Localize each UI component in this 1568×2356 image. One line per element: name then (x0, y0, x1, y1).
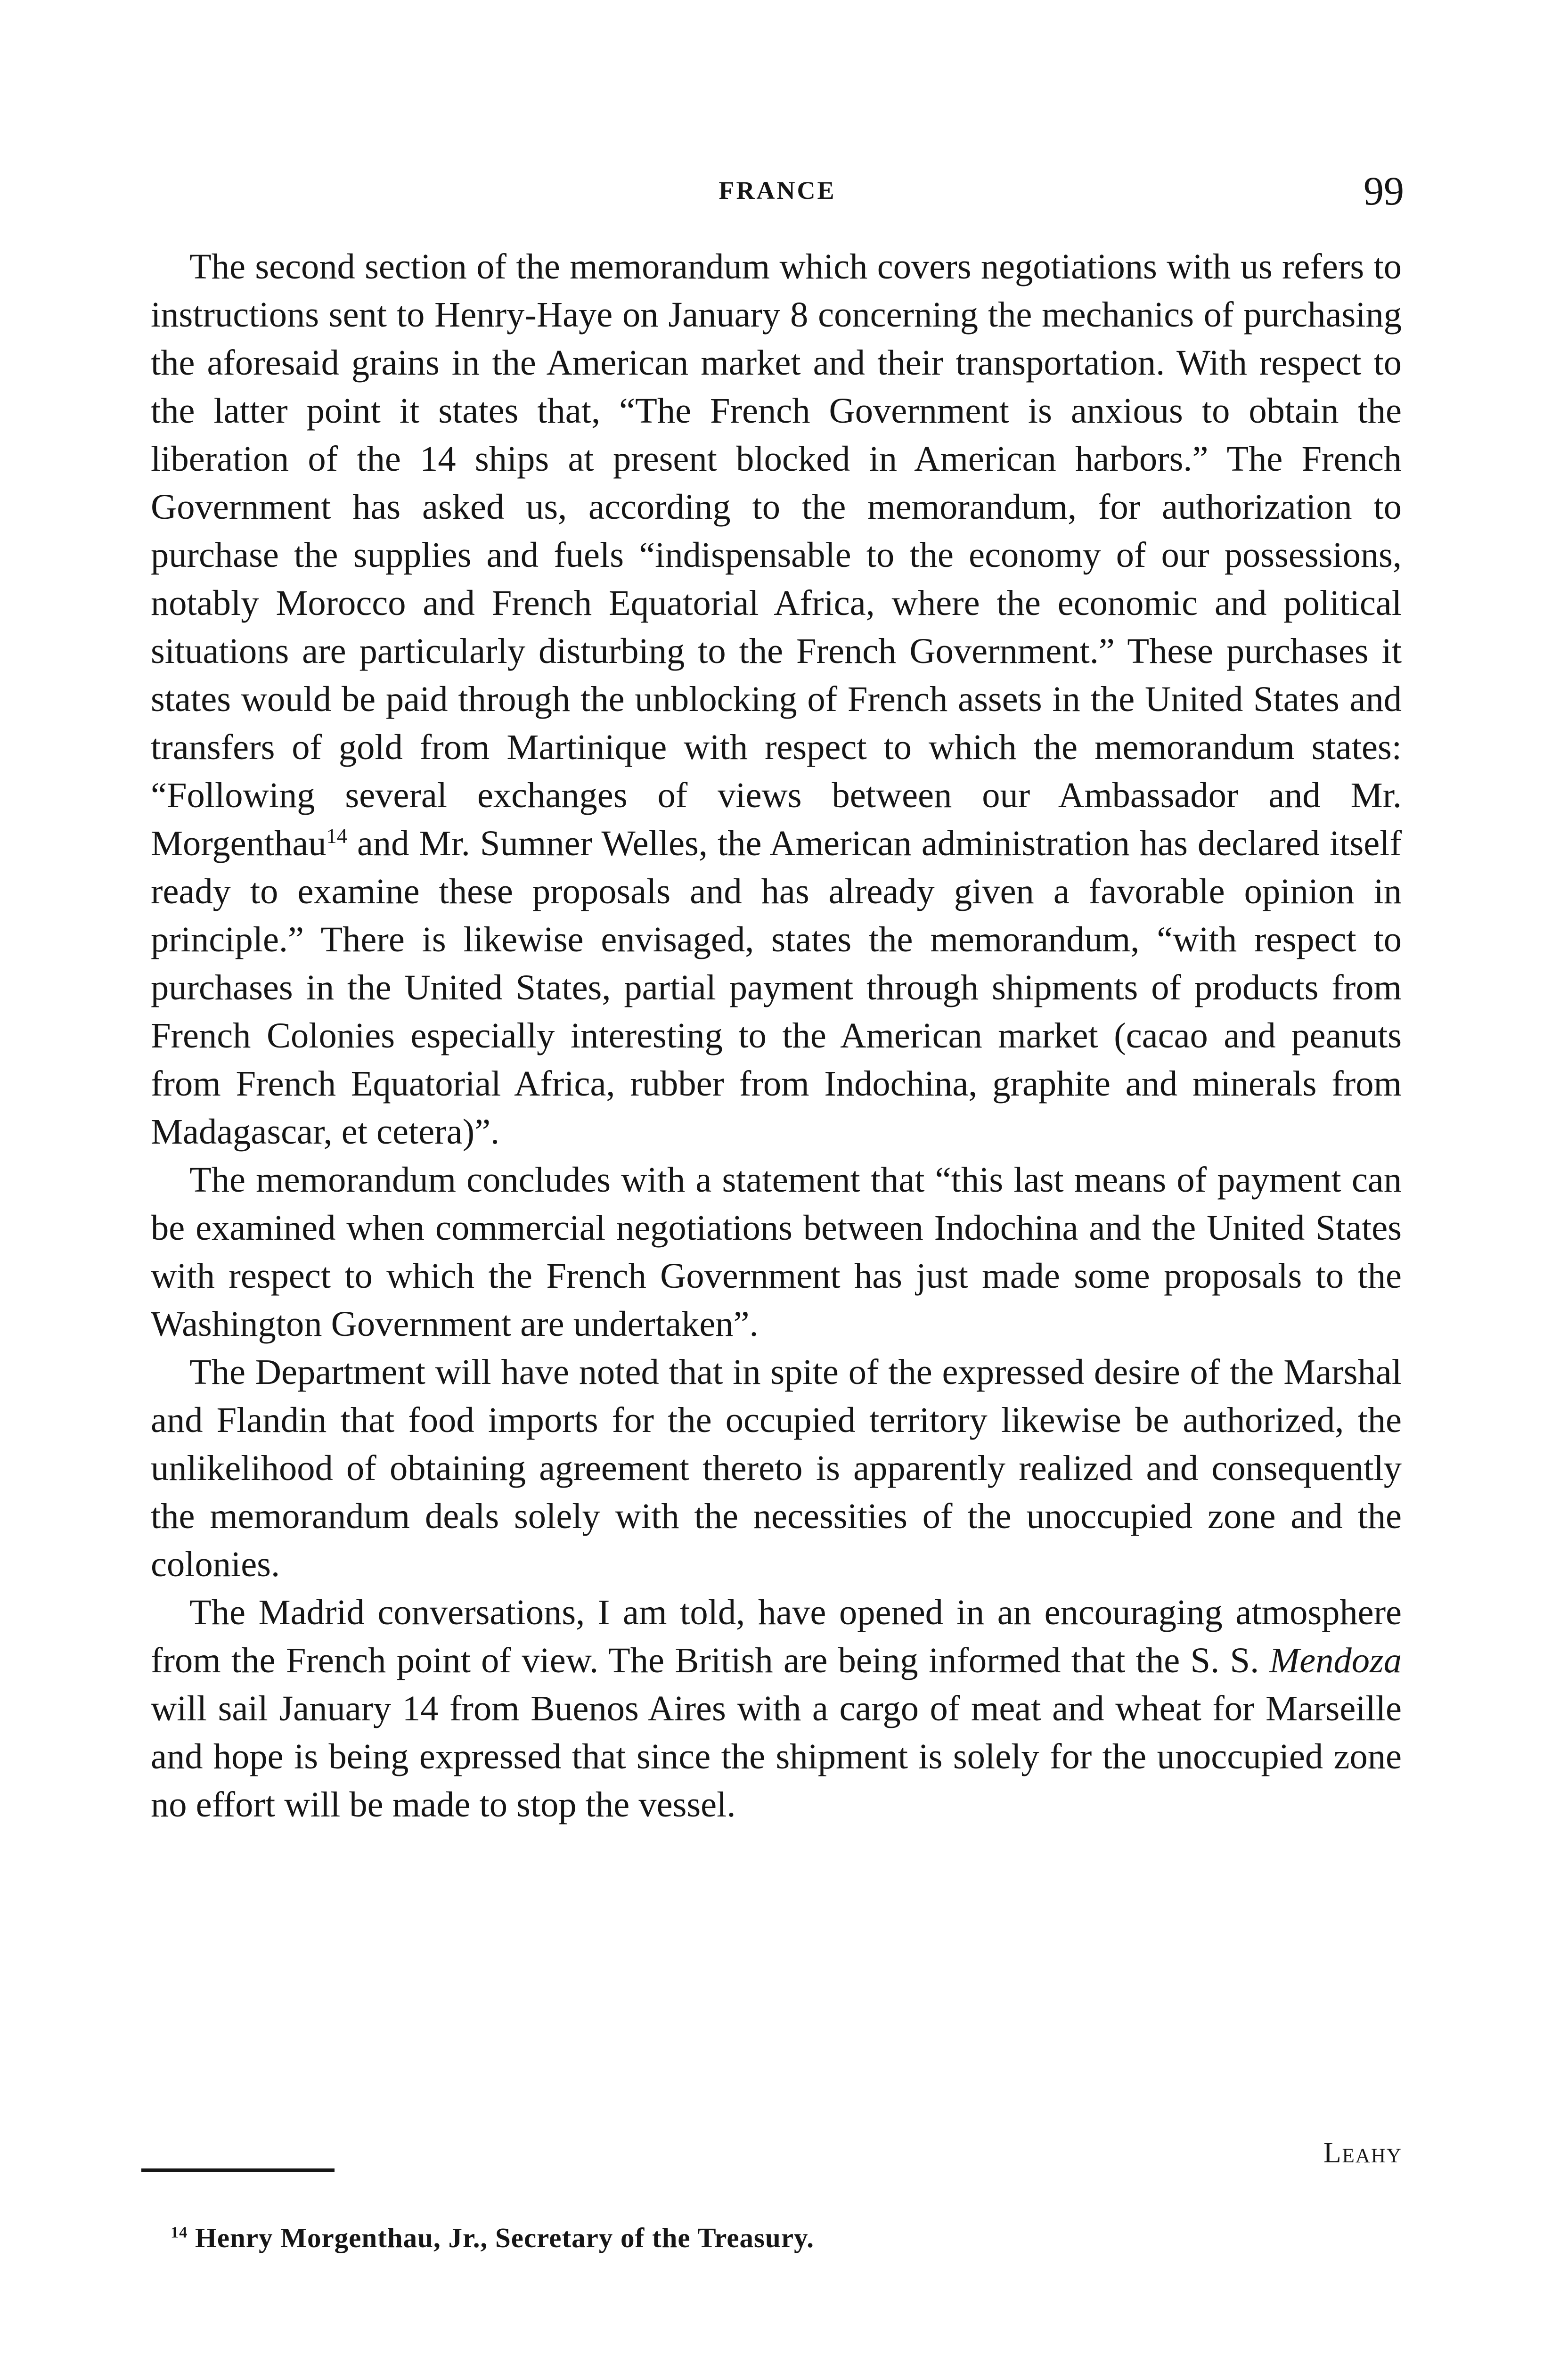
paragraph-department (151, 1348, 1402, 1588)
footnote-marker: 14 (171, 2224, 188, 2241)
footnote-rule (141, 2168, 335, 2172)
paragraph-text: The second section of the memorandum which covers negotiations with us refers to instructions sent to Henry-Haye on January 8 concerning the mechanics of purchasing the aforesaid grains in the American market and their transportation. With respect to the latter point it states that, “The French Government is anxious to obtain the liberation of the 14 ships at present blocked in American harbors.” The French Government has asked us, according to the memorandum, for authorization to purchase the supplies and fuels “indispensable to the economy of our possessions, notably Morocco and French Equatorial Africa, where the economic and political situations are particularly disturbing to the French Government.” These purchases it states would be paid through the unblocking of French assets in the United States and transfers of gold from Martinique with respect to which the memorandum states: “Following several exchanges of views between our Ambassador and Mr. Morgenthau (151, 246, 1402, 863)
footnote-reference: 14 (326, 824, 347, 848)
signature: Leahy (1323, 2137, 1402, 2169)
paragraph-negotiations (151, 243, 1402, 1156)
running-header (151, 167, 1404, 214)
paragraph-madrid (151, 1588, 1402, 1829)
paragraph-text: will sail January 14 from Buenos Aires with a cargo of meat and wheat for Marseille and hope is being expressed that since the shipment is solely for the unoccupied zone no effort will be made to stop the vessel. (151, 1688, 1402, 1824)
paragraph-text: The Madrid conversations, I am told, have opened in an encouraging atmosphere from the French point of view. The British are being informed that the S. S. (151, 1592, 1402, 1680)
paragraph-text: and Mr. Sumner Welles, the American administration has declared itself ready to examine these proposals and has already given a favorable opinion in principle.” There is likewise envisaged, states the memorandum, “with respect to purchases in the United States, partial payment through shipments of products from French Colonies especially interesting to the American market (cacao and peanuts from French Equatorial Africa, rubber from Indochina, graphite and minerals from Madagascar, et cetera)”. (151, 823, 1402, 1152)
paragraph-conclusion (151, 1156, 1402, 1348)
page-number: 99 (1364, 168, 1404, 213)
paragraph-text: The Department will have noted that in spite of the expressed desire of the Marshal and Flandin that food imports for the occupied territory likewise be authorized, the unlikelihood of obtaining agreement thereto is apparently realized and consequently the memorandum deals solely with the necessities of the unoccupied zone and the colonies. (151, 1352, 1402, 1584)
running-title: FRANCE (719, 176, 836, 205)
body-text (151, 243, 1402, 1829)
footnote (171, 2222, 814, 2254)
ship-name: Mendoza (1269, 1640, 1402, 1680)
footnote-text: Henry Morgenthau, Jr., Secretary of the Treasury. (195, 2222, 815, 2253)
paragraph-text: The memorandum concludes with a statement that “this last means of payment can be examined when commercial negotiations between Indochina and the United States with respect to which the French Government has just made some proposals to the Washington Government are undertaken”. (151, 1160, 1402, 1344)
